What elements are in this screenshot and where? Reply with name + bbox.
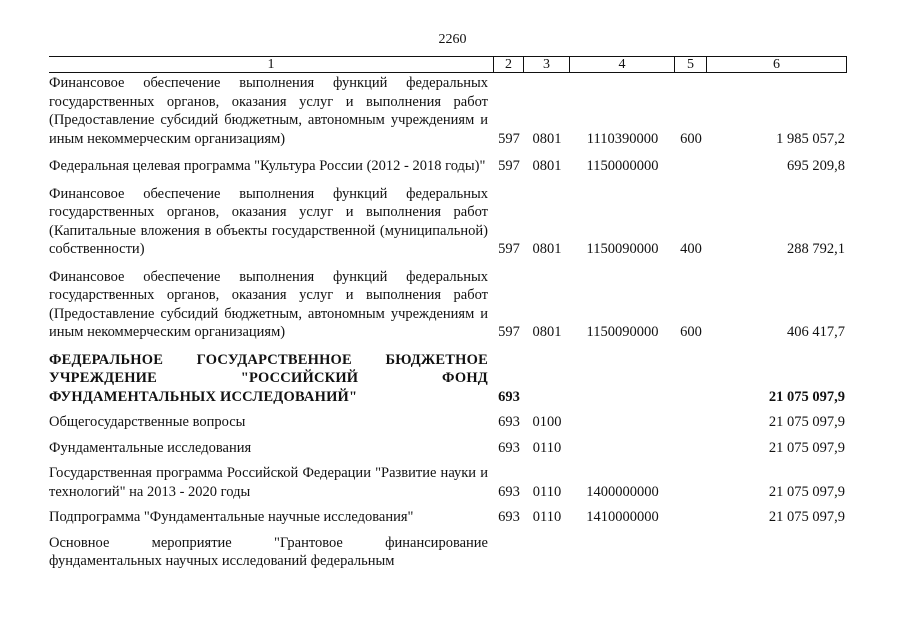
row-ved-code: 597 [498, 324, 520, 340]
row-name: Подпрограмма "Фундаментальные научные исследования" [49, 509, 414, 525]
row-section-code: 0801 [532, 324, 562, 340]
row-amount: 1 985 057,2 [776, 130, 845, 147]
row-target-article: 1150000000 [586, 158, 659, 174]
row-target-article: 1400000000 [586, 483, 659, 500]
row-expense-type: 400 [680, 241, 702, 257]
row-ved-code: 597 [498, 158, 520, 174]
row-ved-code: 693 [498, 483, 520, 500]
row-section-code: 0801 [532, 241, 562, 257]
row-name: Федеральная целевая программа "Культура России (2012 - 2018 годы)" [49, 158, 486, 174]
row-name: Основное мероприятие "Грантовое финансирование фундаментальных научных исследований федеральным [49, 534, 488, 569]
header-col-3: 3 [524, 57, 570, 72]
row-target-article: 1150090000 [586, 324, 659, 340]
row-amount: 695 209,8 [787, 158, 845, 174]
row-amount: 21 075 097,9 [768, 509, 845, 525]
table-row [49, 185, 847, 259]
header-col-2: 2 [494, 57, 524, 72]
table-row [49, 439, 847, 458]
row-name: Финансовое обеспечение выполнения функций федеральных государственных органов, оказания услуг и выполнения работ (Предоставление субсидий бюджетным, автономным учреждениям и иным некоммерческим организациям) [49, 268, 488, 340]
budget-table [49, 56, 847, 571]
row-amount: 406 417,7 [787, 324, 845, 340]
table-row [49, 413, 847, 432]
row-expense-type: 600 [680, 130, 702, 147]
row-section-code: 0801 [532, 130, 562, 147]
row-section-code: 0100 [532, 414, 562, 430]
row-ved-code: 693 [498, 439, 520, 456]
table-row [49, 157, 847, 176]
row-name: Государственная программа Российской Федерации "Развитие науки и технологий" на 2013 - 2020 годы [49, 465, 488, 500]
table-body [49, 74, 847, 571]
row-name: Общегосударственные вопросы [49, 414, 246, 430]
row-expense-type: 600 [680, 324, 702, 340]
row-target-article: 1150090000 [586, 241, 659, 257]
row-ved-code: 693 [498, 509, 520, 525]
row-name: Фундаментальные исследования [49, 439, 252, 456]
row-amount: 21 075 097,9 [768, 439, 845, 456]
row-target-article: 1110390000 [586, 130, 659, 147]
row-target-article: 1410000000 [586, 509, 659, 525]
table-row [49, 268, 847, 342]
table-row [49, 74, 847, 148]
row-section-code: 0801 [532, 158, 562, 174]
row-section-code: 0110 [532, 483, 562, 500]
row-name: Финансовое обеспечение выполнения функций федеральных государственных органов, оказания услуг и выполнения работ (Капитальные вложения в объекты государственной (муниципальной) собственности) [49, 185, 488, 257]
row-amount: 21 075 097,9 [768, 483, 845, 500]
row-name: Финансовое обеспечение выполнения функций федеральных государственных органов, оказания услуг и выполнения работ (Предоставление субсидий бюджетным, автономным учреждениям и иным некоммерческим организациям) [49, 75, 488, 147]
table-row [49, 464, 847, 501]
table-row [49, 351, 847, 407]
row-section-code: 0110 [532, 439, 562, 456]
row-ved-code: 693 [498, 414, 520, 430]
row-ved-code: 597 [498, 130, 520, 147]
header-col-4: 4 [570, 57, 675, 72]
header-col-5: 5 [675, 57, 707, 72]
page-number: 2260 [438, 32, 467, 47]
table-header [49, 56, 847, 73]
row-name: ФЕДЕРАЛЬНОЕ ГОСУДАРСТВЕННОЕ БЮДЖЕТНОЕ УЧРЕЖДЕНИЕ "РОССИЙСКИЙ ФОНД ФУНДАМЕНТАЛЬНЫХ ИССЛЕДОВАНИЙ" [49, 351, 488, 405]
row-section-code: 0110 [532, 509, 562, 525]
table-row [49, 508, 847, 527]
row-ved-code: 693 [498, 388, 520, 405]
row-amount: 288 792,1 [787, 241, 845, 257]
row-amount: 21 075 097,9 [768, 388, 845, 405]
table-row [49, 534, 847, 571]
row-amount: 21 075 097,9 [768, 414, 845, 430]
header-col-6: 6 [707, 57, 847, 72]
row-ved-code: 597 [498, 241, 520, 257]
header-col-1: 1 [49, 57, 494, 72]
